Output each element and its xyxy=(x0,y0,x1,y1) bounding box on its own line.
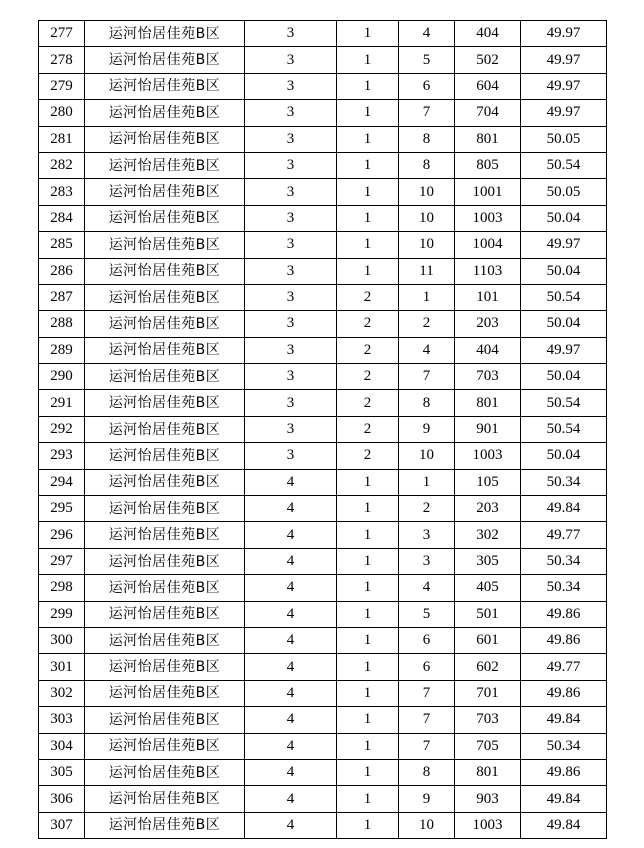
building-cell: 3 xyxy=(245,152,337,178)
floor-cell: 10 xyxy=(399,812,455,838)
floor-cell: 6 xyxy=(399,654,455,680)
area-cell: 49.97 xyxy=(521,232,607,258)
area-cell: 50.34 xyxy=(521,469,607,495)
table-row xyxy=(39,258,607,284)
unit-cell: 1 xyxy=(337,205,399,231)
unit-cell: 2 xyxy=(337,284,399,310)
room-cell: 404 xyxy=(455,21,521,47)
room-cell: 1004 xyxy=(455,232,521,258)
room-cell: 901 xyxy=(455,416,521,442)
community-name-cell: 运河怡居佳苑B区 xyxy=(85,284,245,310)
table-row xyxy=(39,548,607,574)
community-name-cell: 运河怡居佳苑B区 xyxy=(85,73,245,99)
table-row xyxy=(39,601,607,627)
building-cell: 3 xyxy=(245,364,337,390)
unit-cell: 1 xyxy=(337,469,399,495)
row-index-cell: 304 xyxy=(39,733,85,759)
row-index-cell: 280 xyxy=(39,100,85,126)
room-cell: 601 xyxy=(455,627,521,653)
table-row xyxy=(39,21,607,47)
unit-cell: 1 xyxy=(337,232,399,258)
table-row xyxy=(39,205,607,231)
room-cell: 604 xyxy=(455,73,521,99)
row-index-cell: 291 xyxy=(39,390,85,416)
row-index-cell: 290 xyxy=(39,364,85,390)
unit-cell: 1 xyxy=(337,759,399,785)
row-index-cell: 307 xyxy=(39,812,85,838)
area-cell: 49.84 xyxy=(521,496,607,522)
floor-cell: 8 xyxy=(399,152,455,178)
area-cell: 49.77 xyxy=(521,522,607,548)
room-cell: 101 xyxy=(455,284,521,310)
building-cell: 3 xyxy=(245,258,337,284)
room-cell: 705 xyxy=(455,733,521,759)
building-cell: 4 xyxy=(245,627,337,653)
table-row xyxy=(39,179,607,205)
community-name-cell: 运河怡居佳苑B区 xyxy=(85,416,245,442)
community-name-cell: 运河怡居佳苑B区 xyxy=(85,812,245,838)
area-cell: 49.97 xyxy=(521,21,607,47)
row-index-cell: 278 xyxy=(39,47,85,73)
room-cell: 1003 xyxy=(455,812,521,838)
unit-cell: 1 xyxy=(337,73,399,99)
building-cell: 4 xyxy=(245,548,337,574)
community-name-cell: 运河怡居佳苑B区 xyxy=(85,21,245,47)
floor-cell: 1 xyxy=(399,284,455,310)
unit-cell: 1 xyxy=(337,812,399,838)
unit-cell: 2 xyxy=(337,443,399,469)
floor-cell: 3 xyxy=(399,548,455,574)
room-cell: 703 xyxy=(455,707,521,733)
room-cell: 1003 xyxy=(455,205,521,231)
building-cell: 4 xyxy=(245,786,337,812)
room-cell: 1003 xyxy=(455,443,521,469)
community-name-cell: 运河怡居佳苑B区 xyxy=(85,733,245,759)
unit-cell: 1 xyxy=(337,522,399,548)
building-cell: 4 xyxy=(245,522,337,548)
community-name-cell: 运河怡居佳苑B区 xyxy=(85,311,245,337)
row-index-cell: 285 xyxy=(39,232,85,258)
floor-cell: 7 xyxy=(399,100,455,126)
table-row xyxy=(39,232,607,258)
floor-cell: 9 xyxy=(399,786,455,812)
building-cell: 4 xyxy=(245,812,337,838)
room-cell: 704 xyxy=(455,100,521,126)
floor-cell: 7 xyxy=(399,707,455,733)
unit-cell: 1 xyxy=(337,100,399,126)
building-cell: 4 xyxy=(245,654,337,680)
area-cell: 49.84 xyxy=(521,786,607,812)
floor-cell: 8 xyxy=(399,759,455,785)
table-row xyxy=(39,627,607,653)
unit-cell: 1 xyxy=(337,179,399,205)
area-cell: 49.86 xyxy=(521,680,607,706)
table-row xyxy=(39,443,607,469)
area-cell: 49.97 xyxy=(521,73,607,99)
floor-cell: 5 xyxy=(399,601,455,627)
room-cell: 203 xyxy=(455,311,521,337)
row-index-cell: 305 xyxy=(39,759,85,785)
document-page xyxy=(38,20,607,839)
table-row xyxy=(39,416,607,442)
row-index-cell: 295 xyxy=(39,496,85,522)
room-cell: 501 xyxy=(455,601,521,627)
area-cell: 50.04 xyxy=(521,258,607,284)
building-cell: 3 xyxy=(245,443,337,469)
area-cell: 50.04 xyxy=(521,443,607,469)
room-cell: 1103 xyxy=(455,258,521,284)
building-cell: 3 xyxy=(245,126,337,152)
table-row xyxy=(39,496,607,522)
community-name-cell: 运河怡居佳苑B区 xyxy=(85,179,245,205)
area-cell: 49.86 xyxy=(521,601,607,627)
room-cell: 305 xyxy=(455,548,521,574)
floor-cell: 6 xyxy=(399,73,455,99)
room-cell: 302 xyxy=(455,522,521,548)
table-row xyxy=(39,707,607,733)
area-cell: 49.84 xyxy=(521,707,607,733)
floor-cell: 7 xyxy=(399,680,455,706)
unit-cell: 2 xyxy=(337,337,399,363)
floor-cell: 10 xyxy=(399,205,455,231)
area-cell: 50.34 xyxy=(521,548,607,574)
community-name-cell: 运河怡居佳苑B区 xyxy=(85,205,245,231)
table-row xyxy=(39,73,607,99)
floor-cell: 4 xyxy=(399,337,455,363)
building-cell: 3 xyxy=(245,21,337,47)
area-cell: 49.97 xyxy=(521,47,607,73)
community-name-cell: 运河怡居佳苑B区 xyxy=(85,232,245,258)
area-cell: 50.04 xyxy=(521,311,607,337)
community-name-cell: 运河怡居佳苑B区 xyxy=(85,100,245,126)
row-index-cell: 293 xyxy=(39,443,85,469)
floor-cell: 2 xyxy=(399,311,455,337)
floor-cell: 10 xyxy=(399,179,455,205)
area-cell: 50.34 xyxy=(521,733,607,759)
area-cell: 49.86 xyxy=(521,627,607,653)
row-index-cell: 306 xyxy=(39,786,85,812)
area-cell: 50.54 xyxy=(521,152,607,178)
table-row xyxy=(39,759,607,785)
row-index-cell: 286 xyxy=(39,258,85,284)
area-cell: 50.05 xyxy=(521,179,607,205)
row-index-cell: 279 xyxy=(39,73,85,99)
row-index-cell: 282 xyxy=(39,152,85,178)
room-cell: 404 xyxy=(455,337,521,363)
table-row xyxy=(39,390,607,416)
floor-cell: 3 xyxy=(399,522,455,548)
floor-cell: 7 xyxy=(399,364,455,390)
unit-cell: 1 xyxy=(337,575,399,601)
unit-cell: 1 xyxy=(337,548,399,574)
unit-cell: 1 xyxy=(337,47,399,73)
room-cell: 805 xyxy=(455,152,521,178)
building-cell: 3 xyxy=(245,284,337,310)
row-index-cell: 301 xyxy=(39,654,85,680)
area-cell: 49.97 xyxy=(521,337,607,363)
floor-cell: 2 xyxy=(399,496,455,522)
floor-cell: 4 xyxy=(399,21,455,47)
building-cell: 3 xyxy=(245,73,337,99)
row-index-cell: 300 xyxy=(39,627,85,653)
housing-table xyxy=(38,20,607,839)
community-name-cell: 运河怡居佳苑B区 xyxy=(85,627,245,653)
floor-cell: 6 xyxy=(399,627,455,653)
floor-cell: 9 xyxy=(399,416,455,442)
community-name-cell: 运河怡居佳苑B区 xyxy=(85,786,245,812)
unit-cell: 1 xyxy=(337,786,399,812)
row-index-cell: 299 xyxy=(39,601,85,627)
row-index-cell: 294 xyxy=(39,469,85,495)
room-cell: 703 xyxy=(455,364,521,390)
row-index-cell: 298 xyxy=(39,575,85,601)
table-row xyxy=(39,733,607,759)
community-name-cell: 运河怡居佳苑B区 xyxy=(85,47,245,73)
room-cell: 602 xyxy=(455,654,521,680)
building-cell: 3 xyxy=(245,232,337,258)
room-cell: 502 xyxy=(455,47,521,73)
row-index-cell: 297 xyxy=(39,548,85,574)
community-name-cell: 运河怡居佳苑B区 xyxy=(85,522,245,548)
table-row xyxy=(39,311,607,337)
area-cell: 50.04 xyxy=(521,205,607,231)
row-index-cell: 284 xyxy=(39,205,85,231)
table-row xyxy=(39,100,607,126)
unit-cell: 2 xyxy=(337,390,399,416)
floor-cell: 10 xyxy=(399,443,455,469)
table-body xyxy=(39,21,607,839)
area-cell: 49.77 xyxy=(521,654,607,680)
unit-cell: 1 xyxy=(337,707,399,733)
table-row xyxy=(39,680,607,706)
area-cell: 50.54 xyxy=(521,284,607,310)
community-name-cell: 运河怡居佳苑B区 xyxy=(85,443,245,469)
area-cell: 50.34 xyxy=(521,575,607,601)
room-cell: 105 xyxy=(455,469,521,495)
table-row xyxy=(39,575,607,601)
community-name-cell: 运河怡居佳苑B区 xyxy=(85,126,245,152)
building-cell: 4 xyxy=(245,759,337,785)
unit-cell: 1 xyxy=(337,21,399,47)
table-row xyxy=(39,654,607,680)
floor-cell: 4 xyxy=(399,575,455,601)
unit-cell: 1 xyxy=(337,627,399,653)
unit-cell: 2 xyxy=(337,311,399,337)
table-row xyxy=(39,126,607,152)
building-cell: 4 xyxy=(245,575,337,601)
unit-cell: 1 xyxy=(337,496,399,522)
area-cell: 49.84 xyxy=(521,812,607,838)
building-cell: 3 xyxy=(245,47,337,73)
building-cell: 3 xyxy=(245,416,337,442)
floor-cell: 11 xyxy=(399,258,455,284)
area-cell: 49.97 xyxy=(521,100,607,126)
building-cell: 3 xyxy=(245,390,337,416)
table-row xyxy=(39,522,607,548)
building-cell: 3 xyxy=(245,100,337,126)
community-name-cell: 运河怡居佳苑B区 xyxy=(85,496,245,522)
table-row xyxy=(39,337,607,363)
community-name-cell: 运河怡居佳苑B区 xyxy=(85,152,245,178)
unit-cell: 1 xyxy=(337,601,399,627)
row-index-cell: 302 xyxy=(39,680,85,706)
building-cell: 3 xyxy=(245,337,337,363)
community-name-cell: 运河怡居佳苑B区 xyxy=(85,548,245,574)
row-index-cell: 277 xyxy=(39,21,85,47)
unit-cell: 1 xyxy=(337,152,399,178)
row-index-cell: 288 xyxy=(39,311,85,337)
community-name-cell: 运河怡居佳苑B区 xyxy=(85,469,245,495)
table-row xyxy=(39,152,607,178)
building-cell: 4 xyxy=(245,496,337,522)
floor-cell: 10 xyxy=(399,232,455,258)
building-cell: 4 xyxy=(245,601,337,627)
table-row xyxy=(39,812,607,838)
community-name-cell: 运河怡居佳苑B区 xyxy=(85,364,245,390)
table-row xyxy=(39,469,607,495)
building-cell: 4 xyxy=(245,680,337,706)
community-name-cell: 运河怡居佳苑B区 xyxy=(85,575,245,601)
table-row xyxy=(39,284,607,310)
row-index-cell: 287 xyxy=(39,284,85,310)
area-cell: 50.04 xyxy=(521,364,607,390)
room-cell: 903 xyxy=(455,786,521,812)
community-name-cell: 运河怡居佳苑B区 xyxy=(85,654,245,680)
unit-cell: 1 xyxy=(337,733,399,759)
table-row xyxy=(39,786,607,812)
room-cell: 801 xyxy=(455,759,521,785)
building-cell: 4 xyxy=(245,733,337,759)
room-cell: 801 xyxy=(455,126,521,152)
table-row xyxy=(39,364,607,390)
community-name-cell: 运河怡居佳苑B区 xyxy=(85,258,245,284)
building-cell: 3 xyxy=(245,205,337,231)
room-cell: 1001 xyxy=(455,179,521,205)
community-name-cell: 运河怡居佳苑B区 xyxy=(85,759,245,785)
floor-cell: 8 xyxy=(399,126,455,152)
unit-cell: 1 xyxy=(337,680,399,706)
building-cell: 4 xyxy=(245,707,337,733)
area-cell: 50.54 xyxy=(521,390,607,416)
floor-cell: 5 xyxy=(399,47,455,73)
floor-cell: 1 xyxy=(399,469,455,495)
row-index-cell: 283 xyxy=(39,179,85,205)
community-name-cell: 运河怡居佳苑B区 xyxy=(85,337,245,363)
area-cell: 49.86 xyxy=(521,759,607,785)
unit-cell: 2 xyxy=(337,416,399,442)
room-cell: 405 xyxy=(455,575,521,601)
row-index-cell: 292 xyxy=(39,416,85,442)
building-cell: 4 xyxy=(245,469,337,495)
row-index-cell: 303 xyxy=(39,707,85,733)
floor-cell: 8 xyxy=(399,390,455,416)
room-cell: 203 xyxy=(455,496,521,522)
unit-cell: 2 xyxy=(337,364,399,390)
unit-cell: 1 xyxy=(337,258,399,284)
community-name-cell: 运河怡居佳苑B区 xyxy=(85,390,245,416)
room-cell: 801 xyxy=(455,390,521,416)
community-name-cell: 运河怡居佳苑B区 xyxy=(85,601,245,627)
area-cell: 50.54 xyxy=(521,416,607,442)
building-cell: 3 xyxy=(245,311,337,337)
table-row xyxy=(39,47,607,73)
row-index-cell: 296 xyxy=(39,522,85,548)
unit-cell: 1 xyxy=(337,654,399,680)
floor-cell: 7 xyxy=(399,733,455,759)
row-index-cell: 289 xyxy=(39,337,85,363)
row-index-cell: 281 xyxy=(39,126,85,152)
unit-cell: 1 xyxy=(337,126,399,152)
community-name-cell: 运河怡居佳苑B区 xyxy=(85,680,245,706)
room-cell: 701 xyxy=(455,680,521,706)
building-cell: 3 xyxy=(245,179,337,205)
community-name-cell: 运河怡居佳苑B区 xyxy=(85,707,245,733)
area-cell: 50.05 xyxy=(521,126,607,152)
